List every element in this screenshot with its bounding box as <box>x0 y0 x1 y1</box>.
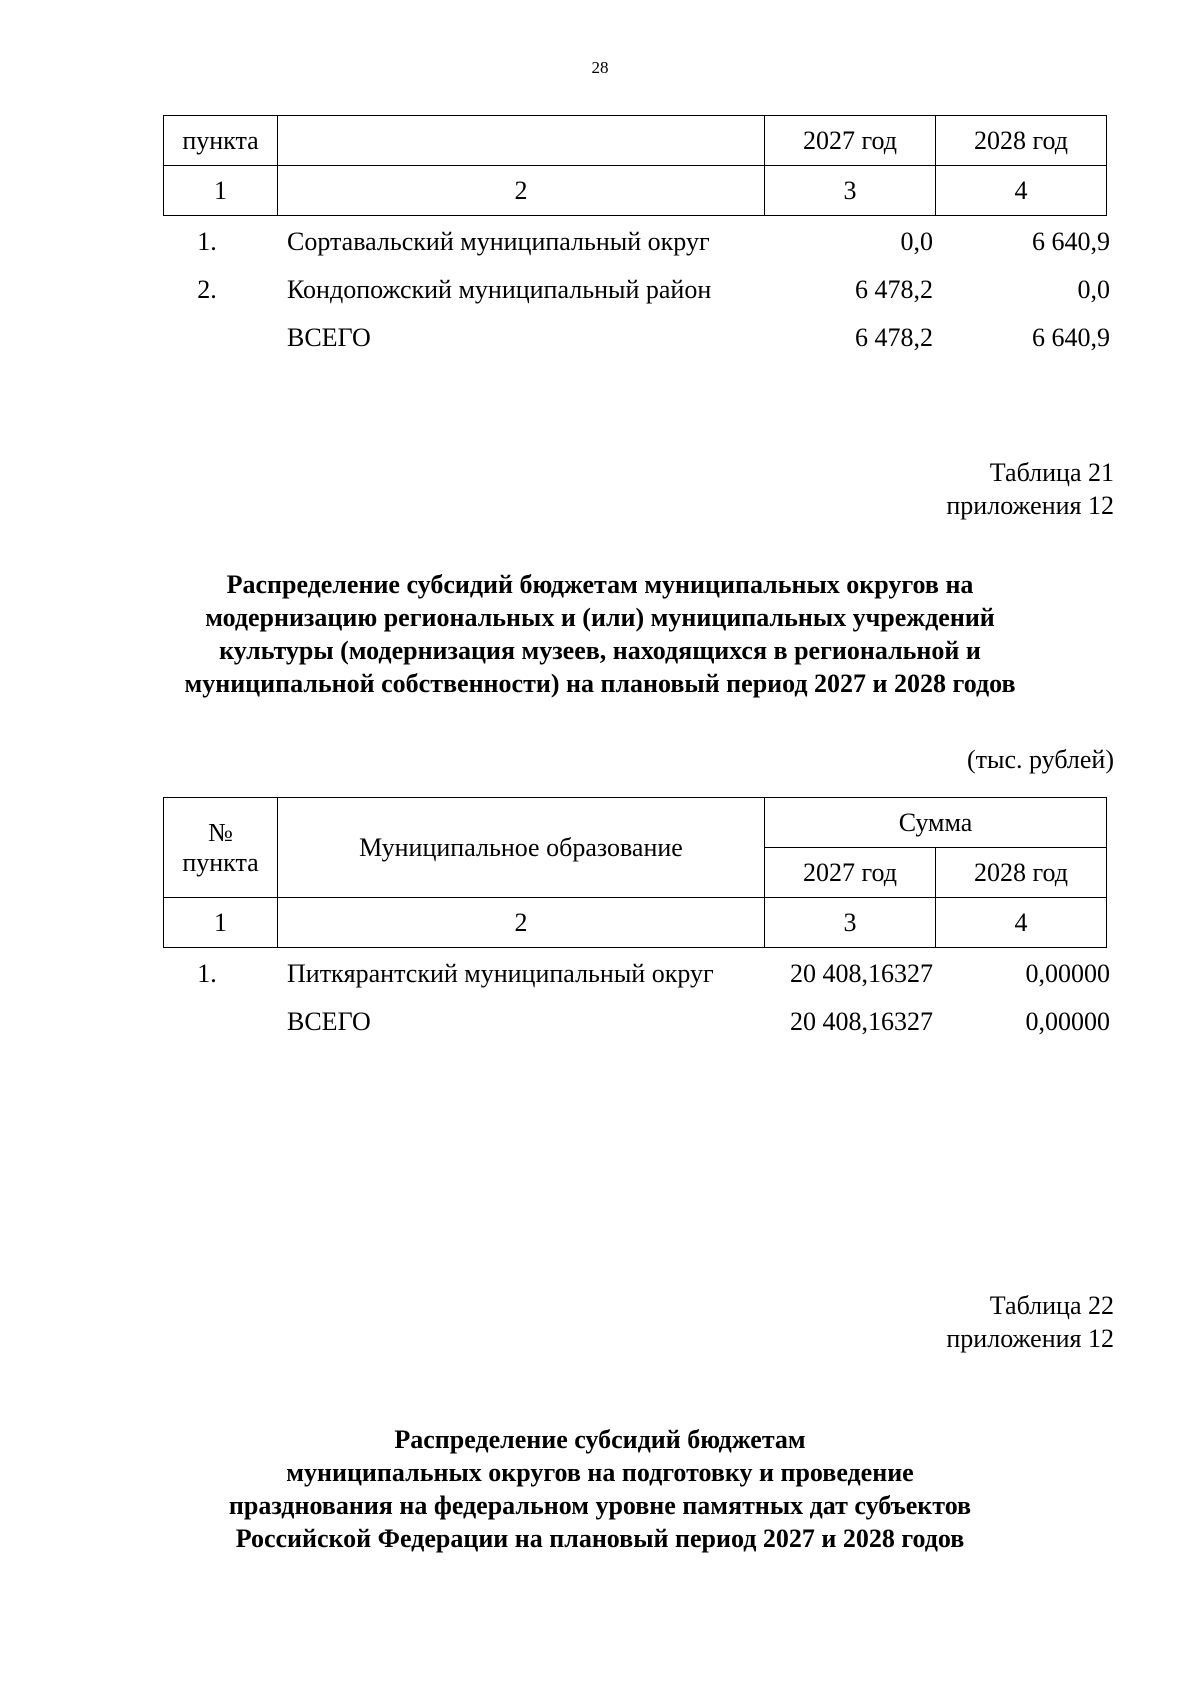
header-cell-2028: 2028 год <box>936 848 1107 898</box>
table-row-total <box>0 321 1200 355</box>
table22-caption <box>946 1289 1114 1355</box>
index-cell-1: 1 <box>164 898 278 948</box>
table21-heading <box>120 568 1080 700</box>
row-number: 1. <box>197 227 217 256</box>
row-value-2028: 0,00000 <box>1025 1007 1110 1036</box>
index-cell-4: 4 <box>936 898 1107 948</box>
units-label: (тыс. рублей) <box>966 745 1114 774</box>
index-cell-1: 1 <box>164 166 278 216</box>
table21-caption-number: Таблица 21 <box>989 458 1114 487</box>
index-cell-2: 2 <box>278 166 765 216</box>
header-cell-sum: Сумма <box>765 798 1107 848</box>
row-number: 1. <box>197 959 217 988</box>
header-cell-name <box>278 116 765 166</box>
number-sign: № <box>208 817 233 847</box>
table21-caption-appendix: приложения 12 <box>946 491 1114 520</box>
table22-caption-number: Таблица 22 <box>989 1291 1114 1320</box>
heading-line: муниципальной собственности) на плановый период 2027 и 2028 годов <box>184 669 1016 698</box>
index-cell-3: 3 <box>765 166 936 216</box>
row-name: Питкярантский муниципальный округ <box>287 959 714 988</box>
index-cell-3: 3 <box>765 898 936 948</box>
heading-line: Распределение субсидий бюджетам <box>394 1425 806 1454</box>
page-number: 28 <box>591 58 609 77</box>
row-value-2028: 6 640,9 <box>1032 227 1110 256</box>
row-name: Сортавальский муниципальный округ <box>287 227 710 256</box>
table-row <box>0 957 1200 991</box>
table-row-total <box>0 1005 1200 1039</box>
row-value-2027: 20 408,16327 <box>790 959 933 988</box>
heading-line: модернизацию региональных и (или) муниципальных учреждений <box>205 603 995 632</box>
table-row <box>0 273 1200 307</box>
header-cell-2028: 2028 год <box>936 116 1107 166</box>
header-cell-2027: 2027 год <box>765 848 936 898</box>
number-label: пункта <box>182 847 259 877</box>
continuation-table-header <box>163 115 1107 216</box>
row-name: ВСЕГО <box>287 1007 371 1036</box>
heading-line: муниципальных округов на подготовку и проведение <box>286 1458 914 1487</box>
header-cell-2027: 2027 год <box>765 116 936 166</box>
row-value-2027: 6 478,2 <box>855 323 933 352</box>
row-value-2027: 6 478,2 <box>855 275 933 304</box>
row-name: ВСЕГО <box>287 323 371 352</box>
heading-line: Распределение субсидий бюджетам муниципальных округов на <box>226 570 974 599</box>
row-value-2028: 0,00000 <box>1025 959 1110 988</box>
row-value-2027: 20 408,16327 <box>790 1007 933 1036</box>
table-row <box>0 225 1200 259</box>
row-number: 2. <box>197 275 217 304</box>
table22-heading <box>120 1423 1080 1555</box>
heading-line: Российской Федерации на плановый период 2027 и 2028 годов <box>235 1524 965 1553</box>
row-name: Кондопожский муниципальный район <box>287 275 712 304</box>
header-cell-name: Муниципальное образование <box>278 798 765 898</box>
table21-header <box>163 797 1107 948</box>
table22-caption-appendix: приложения 12 <box>946 1324 1114 1353</box>
heading-line: празднования на федеральном уровне памятных дат субъектов <box>228 1491 972 1520</box>
heading-line: культуры (модернизация музеев, находящихся в региональной и <box>219 636 981 665</box>
header-cell-num <box>164 798 278 898</box>
index-cell-2: 2 <box>278 898 765 948</box>
row-value-2027: 0,0 <box>900 227 933 256</box>
row-value-2028: 6 640,9 <box>1032 323 1110 352</box>
row-value-2028: 0,0 <box>1077 275 1110 304</box>
table21-caption <box>946 456 1114 522</box>
index-cell-4: 4 <box>936 166 1107 216</box>
header-cell-num: пункта <box>164 116 278 166</box>
